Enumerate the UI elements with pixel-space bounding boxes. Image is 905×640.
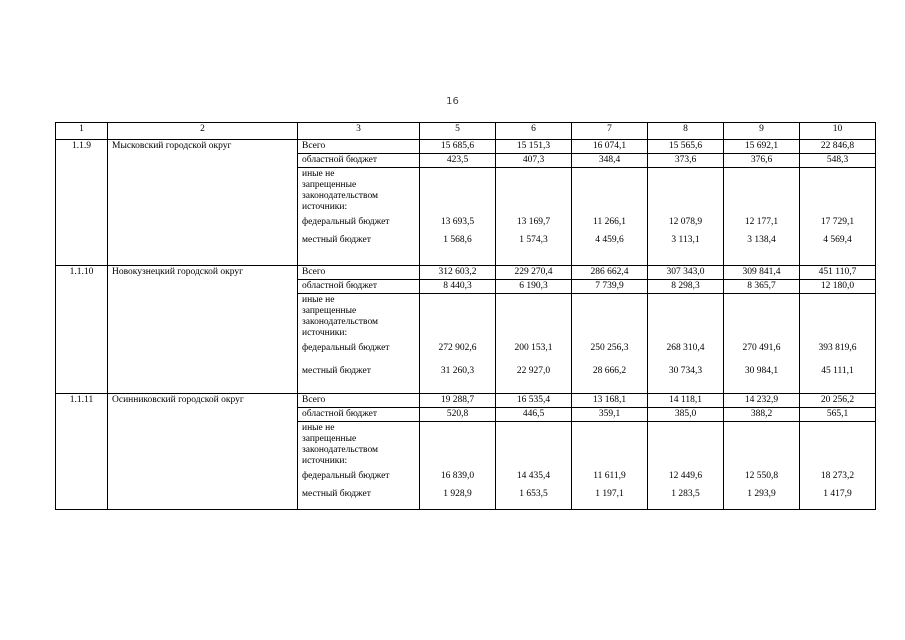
value-cell: 548,3 [800,154,876,168]
district-name: Новокузнецкий городской округ [108,266,298,394]
local-value: 1 653,5 [519,489,548,499]
sources-label-line: запрещенные [302,180,357,190]
local-value: 3 138,4 [747,235,776,245]
federal-value: 11 611,9 [593,471,626,481]
value-cell [496,168,572,266]
total-row [56,394,876,408]
header-cell: 3 [298,123,420,140]
value-cell: 22 846,8 [800,140,876,154]
federal-value: 18 273,2 [820,471,855,481]
sources-label-line: иные не [302,295,335,305]
local-value: 45 111,1 [821,366,854,376]
value-cell: 286 662,4 [572,266,648,280]
value-cell [572,422,648,510]
value-cell: 16 074,1 [572,140,648,154]
local-value: 1 574,3 [519,235,548,245]
value-cell: 520,8 [420,408,496,422]
value-cell: 423,5 [420,154,496,168]
value-cell: 8 440,3 [420,280,496,294]
row-label: областной бюджет [298,280,420,294]
header-cell: 9 [724,123,800,140]
local-value: 4 569,4 [823,235,852,245]
value-cell [496,294,572,394]
federal-value: 272 902,6 [438,343,477,353]
value-cell: 12 180,0 [800,280,876,294]
header-cell: 2 [108,123,298,140]
local-value: 1 197,1 [595,489,624,499]
sources-label [298,422,420,510]
federal-value: 11 266,1 [593,217,626,227]
value-cell: 385,0 [648,408,724,422]
header-row [56,123,876,140]
header-cell: 8 [648,123,724,140]
value-cell: 14 118,1 [648,394,724,408]
sources-label [298,168,420,266]
row-label: областной бюджет [298,408,420,422]
row-label: Всего [298,394,420,408]
federal-value: 14 435,4 [516,471,551,481]
value-cell: 7 739,9 [572,280,648,294]
header-cell: 5 [420,123,496,140]
value-cell [648,168,724,266]
sources-label [298,294,420,394]
local-value: 1 283,5 [671,489,700,499]
value-cell: 15 692,1 [724,140,800,154]
value-cell: 229 270,4 [496,266,572,280]
federal-value: 16 839,0 [440,471,475,481]
federal-value: 270 491,6 [742,343,781,353]
value-cell [420,294,496,394]
value-cell: 19 288,7 [420,394,496,408]
federal-value: 200 153,1 [514,343,553,353]
value-cell: 13 168,1 [572,394,648,408]
budget-table [55,122,876,510]
value-cell [572,168,648,266]
value-cell: 312 603,2 [420,266,496,280]
sources-label-line: законодательством [302,317,379,327]
value-cell: 14 232,9 [724,394,800,408]
row-label: областной бюджет [298,154,420,168]
sources-label-line: запрещенные [302,306,357,316]
value-cell: 446,5 [496,408,572,422]
local-value: 1 293,9 [747,489,776,499]
local-value: 31 260,3 [440,366,475,376]
value-cell: 451 110,7 [800,266,876,280]
federal-value: 12 449,6 [668,471,703,481]
value-cell: 309 841,4 [724,266,800,280]
value-cell [420,168,496,266]
district-name: Осинниковский городской округ [108,394,298,510]
value-cell: 8 298,3 [648,280,724,294]
row-label: Всего [298,266,420,280]
federal-value: 12 078,9 [668,217,703,227]
row-label: федеральный бюджет [302,217,390,227]
row-label: Всего [298,140,420,154]
section-code: 1.1.9 [56,140,108,266]
federal-value: 268 310,4 [666,343,705,353]
federal-value: 393 819,6 [818,343,857,353]
local-value: 4 459,6 [595,235,624,245]
local-value: 28 666,2 [592,366,627,376]
value-cell [800,294,876,394]
row-label: местный бюджет [302,489,371,499]
header-cell: 10 [800,123,876,140]
federal-value: 12 177,1 [744,217,779,227]
value-cell [724,422,800,510]
section-code: 1.1.11 [56,394,108,510]
value-cell: 15 565,6 [648,140,724,154]
sources-label-line: запрещенные [302,434,357,444]
local-value: 30 984,1 [744,366,779,376]
value-cell [724,168,800,266]
local-value: 30 734,3 [668,366,703,376]
value-cell: 8 365,7 [724,280,800,294]
total-row [56,140,876,154]
section-code: 1.1.10 [56,266,108,394]
local-value: 1 417,9 [823,489,852,499]
federal-value: 250 256,3 [590,343,629,353]
value-cell: 6 190,3 [496,280,572,294]
row-label: федеральный бюджет [302,343,390,353]
federal-value: 17 729,1 [820,217,855,227]
row-label: федеральный бюджет [302,471,390,481]
sources-label-line: источники: [302,456,348,466]
value-cell [572,294,648,394]
value-cell: 388,2 [724,408,800,422]
federal-value: 13 693,5 [440,217,475,227]
local-value: 1 568,6 [443,235,472,245]
page-number: 16 [446,96,459,107]
value-cell [420,422,496,510]
header-cell: 1 [56,123,108,140]
total-row [56,266,876,280]
sources-label-line: законодательством [302,445,379,455]
federal-value: 12 550,8 [744,471,779,481]
value-cell: 15 151,3 [496,140,572,154]
local-value: 3 113,1 [671,235,700,245]
value-cell: 359,1 [572,408,648,422]
sources-label-line: иные не [302,169,335,179]
row-label: местный бюджет [302,366,371,376]
value-cell [724,294,800,394]
value-cell [496,422,572,510]
value-cell: 407,3 [496,154,572,168]
value-cell: 15 685,6 [420,140,496,154]
value-cell: 16 535,4 [496,394,572,408]
sources-label-line: источники: [302,202,348,212]
value-cell: 20 256,2 [800,394,876,408]
value-cell: 373,6 [648,154,724,168]
value-cell: 565,1 [800,408,876,422]
federal-value: 13 169,7 [516,217,551,227]
sources-label-line: иные не [302,423,335,433]
value-cell: 376,6 [724,154,800,168]
value-cell [648,294,724,394]
value-cell [648,422,724,510]
value-cell: 307 343,0 [648,266,724,280]
district-name: Мысковский городской округ [108,140,298,266]
sources-label-line: источники: [302,328,348,338]
value-cell [800,422,876,510]
row-label: местный бюджет [302,235,371,245]
value-cell: 348,4 [572,154,648,168]
sources-label-line: законодательством [302,191,379,201]
value-cell [800,168,876,266]
local-value: 22 927,0 [516,366,551,376]
local-value: 1 928,9 [443,489,472,499]
header-cell: 7 [572,123,648,140]
header-cell: 6 [496,123,572,140]
